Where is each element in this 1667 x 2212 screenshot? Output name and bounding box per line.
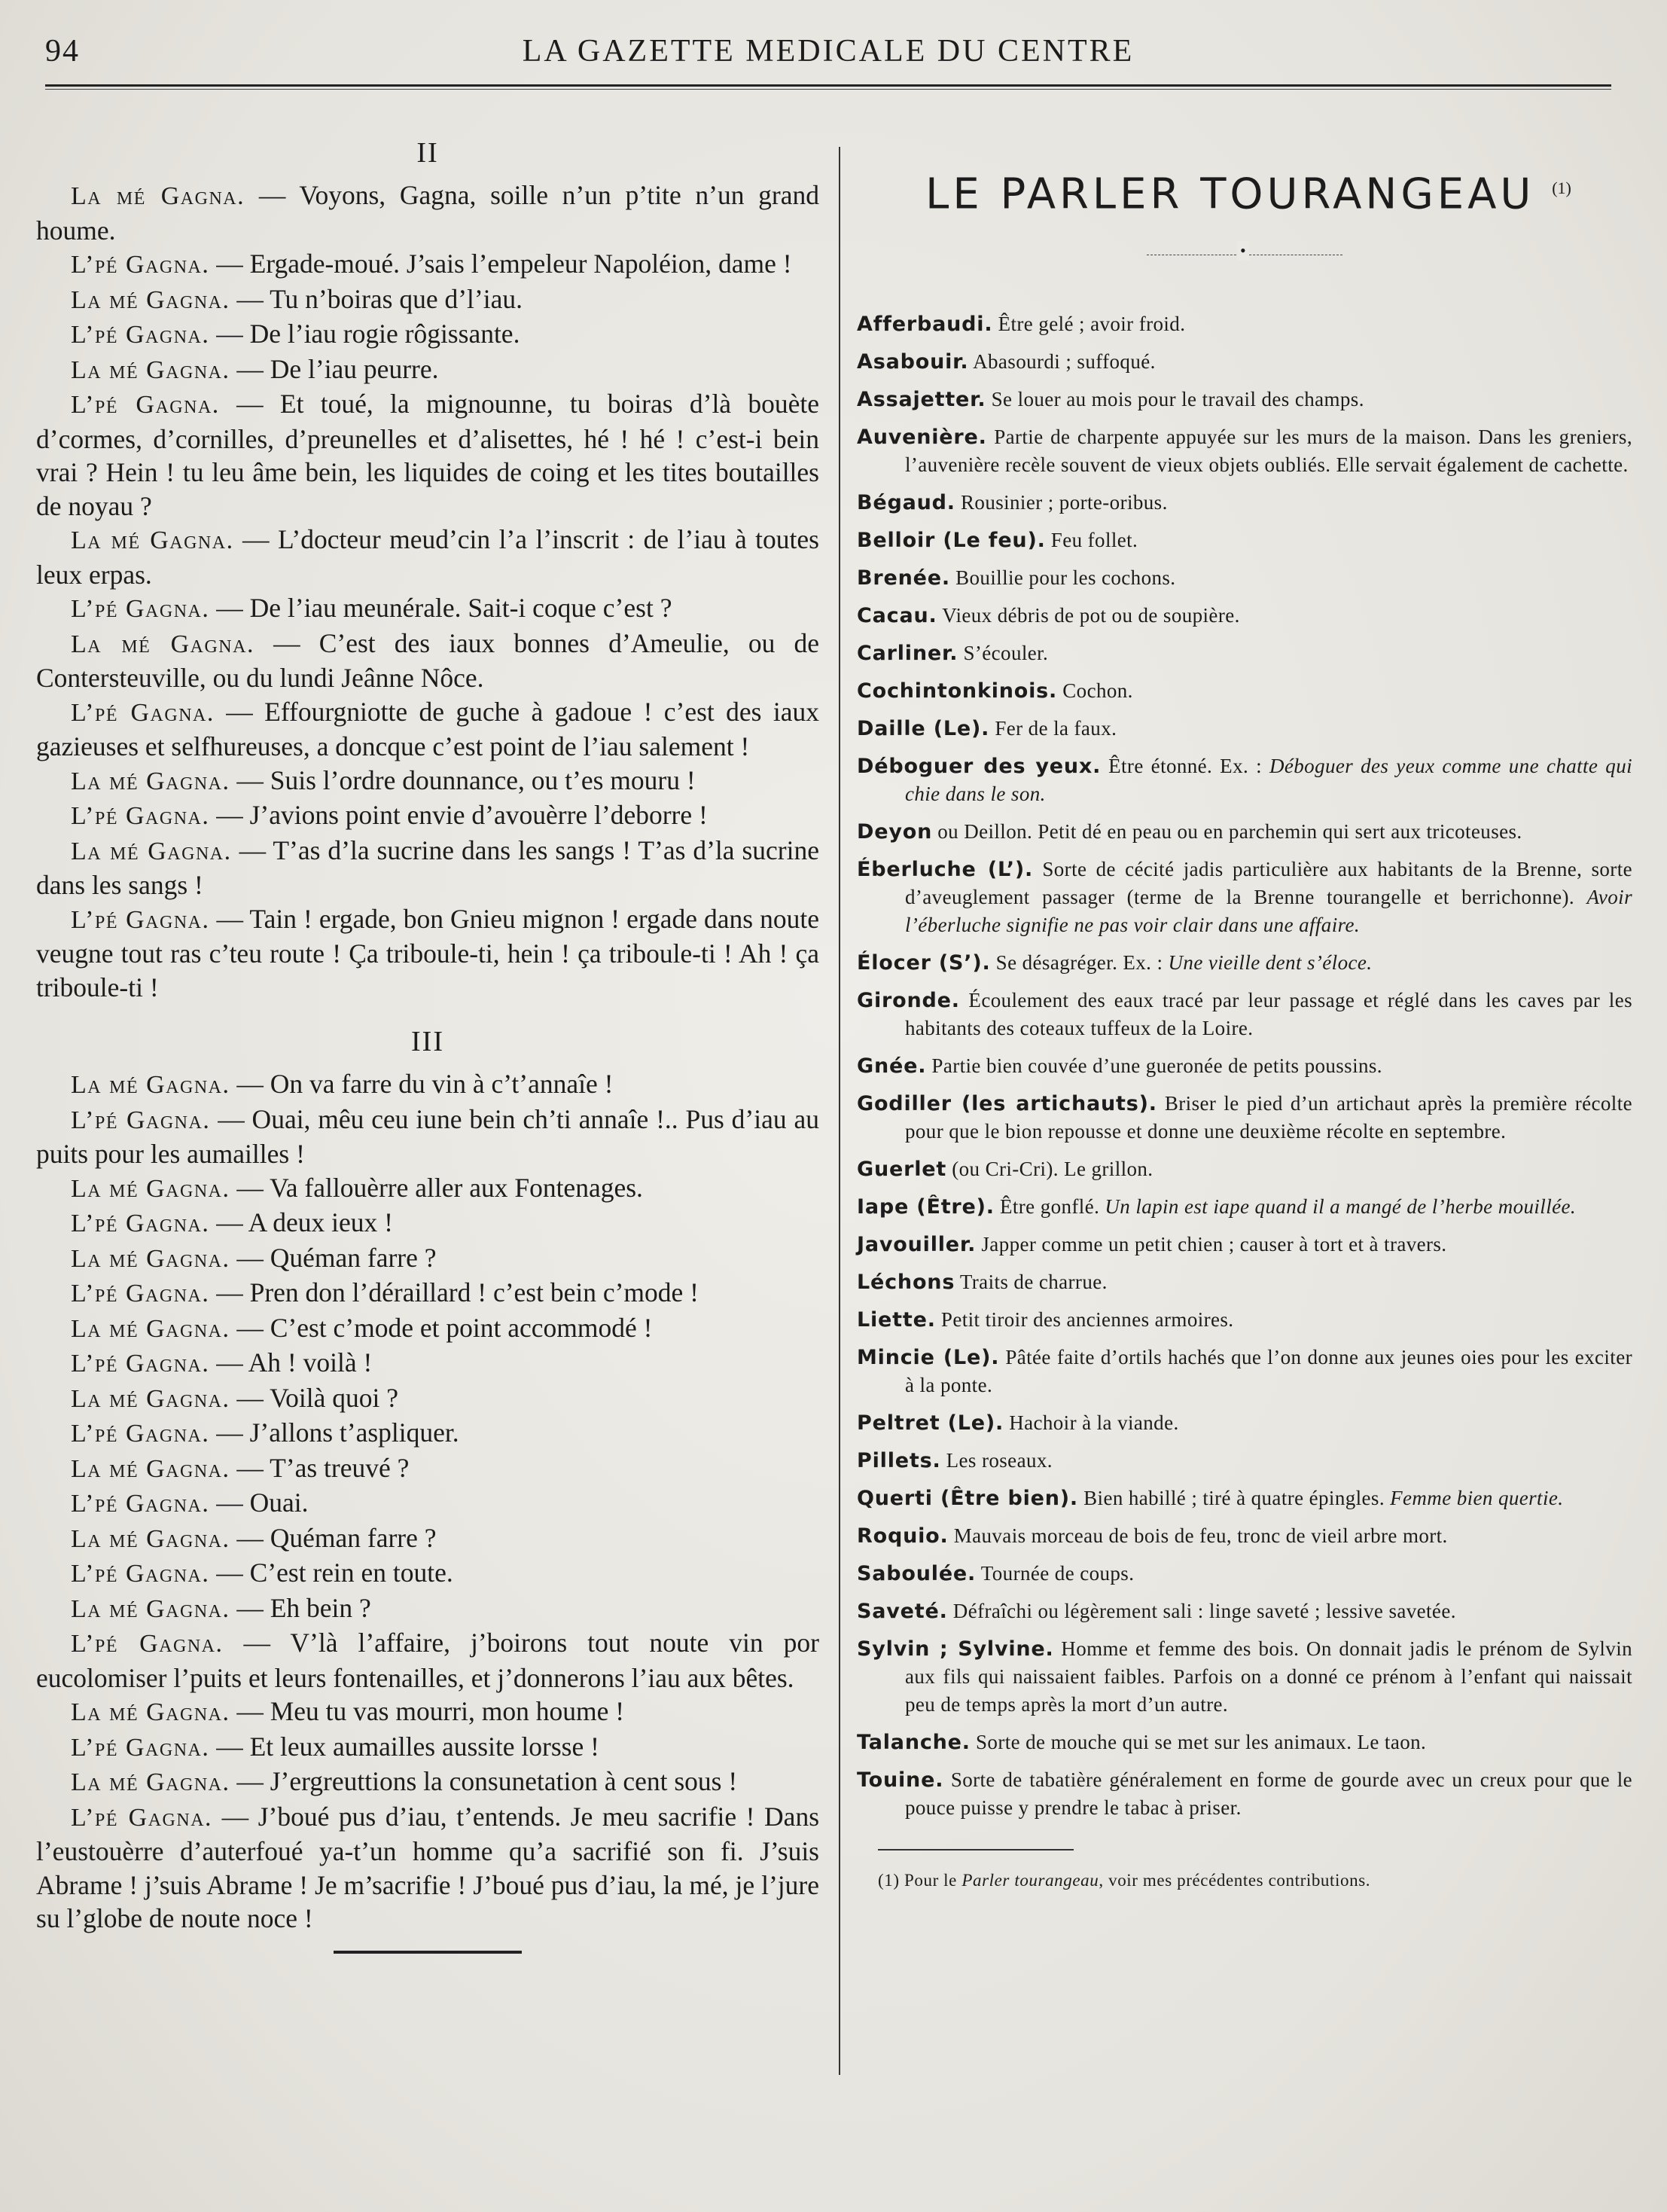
page-number: 94 [45, 34, 80, 69]
entry-definition: Être gonflé. [994, 1194, 1105, 1218]
speaker-name: La mé Gagna. [71, 1698, 230, 1726]
speaker-name: La mé Gagna. [71, 1314, 230, 1343]
spoken-text: — C’est des iaux bonnes d’Ameulie, ou de Contersteuville, ou du lundi Jeânne Nôce. [36, 627, 820, 693]
spoken-text: — T’as treuvé ? [230, 1452, 410, 1483]
glossary-column [857, 162, 1632, 1893]
dialogue-line [36, 1067, 819, 1103]
speaker-name: La mé Gagna. [71, 1768, 230, 1796]
dialogue-line [36, 1241, 819, 1277]
glossary-entry [857, 602, 1632, 630]
footnote-reference: (1) [1552, 178, 1571, 197]
glossary-entry [857, 423, 1632, 479]
spoken-text: — Tu n’boiras que d’l’iau. [230, 283, 523, 314]
glossary-entry [857, 1728, 1632, 1756]
entry-headword: Iape (Être). [857, 1194, 995, 1219]
spoken-text: — Tain ! ergade, bon Gnieu mignon ! ergade dans noute veugne tout ras c’teu route ! Ça triboule-ti, hein ! ça triboule-ti ! Ah ! ça triboule-ti ! [36, 903, 820, 1002]
glossary-entry [857, 715, 1632, 743]
dialogue-line [36, 352, 819, 388]
speaker-name: La mé Gagna. [71, 837, 232, 865]
speaker-name: L’pé Gagna. [71, 595, 210, 623]
footnote [878, 1869, 1632, 1893]
dialogue-line [36, 1451, 819, 1487]
entry-definition: Tournée de coups. [976, 1561, 1135, 1585]
entry-definition: Se louer au mois pour le travail des champs. [986, 387, 1364, 410]
dialogue-line [36, 1730, 819, 1765]
entry-definition: Pâtée faite d’ortils hachés que l’on donne aux jeunes oies pour les exciter à la ponte. [905, 1345, 1632, 1396]
speaker-name: La mé Gagna. [71, 1174, 230, 1203]
glossary-entry [857, 949, 1632, 977]
glossary-entry [857, 386, 1632, 413]
entry-definition: Défraîchi ou légèrement sali : linge saveté ; lessive savetée. [947, 1599, 1456, 1622]
entry-headword: Sylvin ; Sylvine. [857, 1637, 1054, 1661]
entry-definition: Les roseaux. [940, 1448, 1053, 1472]
spoken-text: — C’est c’mode et point accommodé ! [230, 1312, 653, 1343]
glossary-entry [857, 1090, 1632, 1146]
glossary-entry [857, 856, 1632, 939]
article-title [857, 162, 1632, 221]
glossary-entry [857, 1635, 1632, 1719]
entry-headword: Brenée. [857, 566, 950, 590]
glossary-entry [857, 564, 1632, 592]
speaker-name: L’pé Gagna. [71, 1560, 210, 1588]
entry-headword: Pillets. [857, 1448, 941, 1472]
glossary-entry [857, 1306, 1632, 1334]
entry-headword: Bégaud. [857, 490, 955, 514]
spoken-text: — Meu tu vas mourri, mon houme ! [230, 1696, 625, 1726]
glossary-entry [857, 752, 1632, 808]
dialogue-line [36, 1521, 819, 1557]
dialogue-line [36, 764, 819, 799]
dialogue-line [36, 1276, 819, 1311]
entry-headword: Godiller (les artichauts). [857, 1091, 1157, 1115]
speaker-name: L’pé Gagna. [71, 1733, 210, 1762]
spoken-text: — De l’iau meunérale. Sait-i coque c’est ? [209, 593, 672, 623]
entry-definition: (ou Cri-Cri). Le grillon. [946, 1157, 1153, 1180]
entry-definition: Sorte de tabatière généralement en forme de gourde avec un creux pour que le pouce puisse y prendre le tabac à priser. [905, 1768, 1632, 1819]
speaker-name: La mé Gagna. [71, 1244, 230, 1273]
entry-headword: Roquio. [857, 1524, 949, 1548]
glossary-entry [857, 310, 1632, 338]
glossary-list [857, 310, 1632, 1822]
dialogue-line [36, 798, 819, 834]
dialogue-line [36, 387, 819, 523]
glossary-entry [857, 526, 1632, 554]
page-header [45, 33, 1611, 78]
glossary-entry [857, 1597, 1632, 1625]
entry-headword: Deyon [857, 819, 933, 844]
speaker-name: L’pé Gagna. [71, 698, 215, 727]
dialogue-line [36, 1695, 819, 1730]
speaker-name: L’pé Gagna. [71, 321, 210, 349]
speaker-name: L’pé Gagna. [71, 1210, 210, 1237]
entry-headword: Cochintonkinois. [857, 679, 1058, 703]
dialogue-line [36, 834, 819, 902]
dialogue-line [36, 1486, 819, 1521]
entry-definition: Vieux débris de pot ou de soupière. [937, 603, 1240, 627]
dialogue-line [36, 1171, 819, 1207]
spoken-text: — De l’iau peurre. [230, 353, 439, 384]
entry-definition: Feu follet. [1045, 528, 1138, 551]
glossary-entry [857, 1268, 1632, 1296]
dialogue-column [36, 132, 819, 1954]
glossary-entry [857, 1522, 1632, 1550]
dialogue-line [36, 695, 819, 764]
dialogue-line [36, 178, 819, 247]
glossary-entry [857, 1409, 1632, 1437]
dialogue-line [36, 1206, 819, 1241]
speaker-name: La mé Gagna. [71, 526, 234, 554]
spoken-text: — Et leux aumailles aussite lorsse ! [209, 1731, 599, 1762]
entry-headword: Javouiller. [857, 1232, 977, 1256]
speaker-name: La mé Gagna. [71, 1594, 230, 1623]
spoken-text: — A deux ieux ! [209, 1207, 393, 1237]
dialogue-line [36, 1416, 819, 1451]
entry-example: Déboguer des yeux comme une chatte qui chie dans le son. [905, 754, 1632, 805]
spoken-text: — De l’iau rogie rôgissante. [209, 319, 520, 349]
spoken-text: — On va farre du vin à c’t’annaîe ! [230, 1069, 614, 1099]
entry-headword: Afferbaudi. [857, 312, 993, 336]
header-rule [45, 84, 1611, 90]
speaker-name: La mé Gagna. [71, 767, 230, 795]
entry-example: Un lapin est iape quand il a mangé de l’herbe mouillée. [1105, 1194, 1577, 1218]
entry-example: Une vieille dent s’éloce. [1168, 950, 1373, 974]
spoken-text: — Suis l’ordre dounnance, ou t’es mouru ! [230, 764, 696, 795]
speaker-name: L’pé Gagna. [71, 391, 220, 419]
dialogue-line [36, 1346, 819, 1381]
dialogue-line [36, 317, 819, 352]
section-numeral-ii: II [416, 137, 439, 169]
title-ornament [1147, 252, 1342, 259]
spoken-text: — Voyons, Gagna, soille n’un p’tite n’un grand houme. [36, 180, 820, 246]
section-iii-dialogue [36, 1067, 819, 1936]
speaker-name: L’pé Gagna. [71, 1490, 210, 1518]
spoken-text: — Va fallouèrre aller aux Fontenages. [230, 1172, 643, 1203]
entry-definition: Sorte de cécité jadis particulière aux habitants de la Brenne, sorte d’aveuglement passager (terme de la Brenne tourangelle et berrichonne). [905, 857, 1632, 908]
footnote-italic: Parler tourangeau [961, 1870, 1099, 1890]
spoken-text: — Ouai, mêu ceu iune bein ch’ti annaîe !.. Pus d’iau au puits pour les aumailles ! [36, 1103, 819, 1169]
entry-definition: Se désagréger. Ex. : [990, 950, 1169, 974]
speaker-name: La mé Gagna. [71, 630, 254, 658]
section-numeral-iii: III [411, 1026, 444, 1057]
dialogue-line [36, 1591, 819, 1627]
speaker-name: L’pé Gagna. [71, 251, 210, 279]
speaker-name: L’pé Gagna. [71, 905, 210, 934]
entry-headword: Saboulée. [857, 1561, 977, 1585]
speaker-name: L’pé Gagna. [71, 1350, 210, 1378]
spoken-text: — V’là l’affaire, j’boirons tout noute vin por eucolomiser l’puits et leurs fontenailles, et j’donnerons l’iau aux bêtes. [36, 1628, 820, 1693]
entry-headword: Talanche. [857, 1730, 971, 1754]
glossary-entry [857, 987, 1632, 1042]
speaker-name: L’pé Gagna. [71, 1420, 210, 1448]
glossary-entry [857, 348, 1632, 376]
entry-definition: Homme et femme des bois. On donnait jadis le prénom de Sylvin aux fils qui naissaient faibles. Parfois on a donné ce prénom à l’enfant qui naissait peu de temps après la mort d’un autre. [905, 1637, 1632, 1716]
entry-definition: Partie bien couvée d’une gueronée de petits poussins. [926, 1054, 1382, 1077]
speaker-name: La mé Gagna. [71, 182, 245, 210]
spoken-text: — J’avions point envie d’avouèrre l’deborre ! [209, 800, 708, 830]
dialogue-line [36, 1626, 819, 1695]
speaker-name: L’pé Gagna. [71, 1280, 210, 1307]
speaker-name: L’pé Gagna. [71, 1106, 211, 1134]
entry-definition: Être gelé ; avoir froid. [992, 312, 1186, 335]
spoken-text: — C’est rein en toute. [209, 1558, 453, 1588]
entry-headword: Saveté. [857, 1599, 948, 1623]
spoken-text: — Quéman farre ? [230, 1242, 437, 1273]
article-title-text: LE PARLER TOURANGEAU [925, 169, 1535, 219]
spoken-text: — J’ergreuttions la consunetation à cent sous ! [230, 1766, 738, 1796]
entry-headword: Belloir (Le feu). [857, 528, 1046, 552]
entry-definition: ou Deillon. Petit dé en peau ou en parchemin qui sert aux tricoteuses. [932, 819, 1522, 843]
entry-definition: Mauvais morceau de bois de feu, tronc de vieil arbre mort. [948, 1524, 1448, 1547]
spoken-text: — Eh bein ? [230, 1592, 371, 1623]
entry-headword: Élocer (S’). [857, 950, 991, 975]
speaker-name: L’pé Gagna. [71, 1803, 213, 1832]
spoken-text: — Ah ! voilà ! [209, 1347, 373, 1378]
speaker-name: La mé Gagna. [71, 285, 230, 314]
entry-definition: Briser le pied d’un artichaut après la première récolte pour que le bion repousse et donne une deuxième récolte en septembre. [905, 1091, 1632, 1143]
entry-example: Femme bien quertie. [1390, 1486, 1564, 1509]
glossary-entry [857, 1231, 1632, 1259]
dialogue-line [36, 1556, 819, 1591]
entry-headword: Éberluche (L’). [857, 857, 1034, 881]
dialogue-line [36, 1800, 819, 1936]
entry-headword: Assajetter. [857, 387, 986, 411]
speaker-name: La mé Gagna. [71, 1384, 230, 1413]
dialogue-line [36, 523, 819, 591]
footnote-rule [878, 1849, 1074, 1850]
glossary-entry [857, 677, 1632, 705]
entry-definition: Rousinier ; porte-oribus. [955, 490, 1168, 514]
spoken-text: — Ergade-moué. J’sais l’empeleur Napoléion, dame ! [209, 249, 792, 279]
entry-definition: Partie de charpente appuyée sur les murs de la maison. Dans les greniers, l’auvenière recèle souvent de vieux objets oubliés. Elle servait également de cachette. [905, 425, 1632, 476]
speaker-name: La mé Gagna. [71, 1454, 230, 1483]
entry-definition: Bien habillé ; tiré à quatre épingles. [1078, 1486, 1391, 1509]
entry-headword: Gnée. [857, 1054, 927, 1078]
dialogue-line [36, 1381, 819, 1417]
entry-headword: Carliner. [857, 641, 958, 665]
entry-definition: S’écouler. [958, 641, 1049, 664]
glossary-entry [857, 639, 1632, 667]
spoken-text: — J’allons t’aspliquer. [209, 1417, 459, 1448]
entry-definition: Cochon. [1057, 679, 1133, 702]
speaker-name: L’pé Gagna. [71, 802, 210, 830]
spoken-text: — Effourgniotte de guche à gadoue ! c’est des iaux gazieuses et selfhureuses, a doncque c’est point de l’iau salement ! [36, 696, 820, 761]
entry-headword: Cacau. [857, 603, 937, 627]
speaker-name: La mé Gagna. [71, 1071, 230, 1099]
entry-headword: Liette. [857, 1307, 936, 1332]
spoken-text: — Et toué, la mignounne, tu boiras d’là bouète d’cormes, d’cornilles, d’preunelles et d’alisettes, hé ! hé ! c’est-i bein vrai ? Hein ! tu leu âme bein, les liquides de coing et les tites boutailles de noyau ? [36, 389, 819, 521]
glossary-entry [857, 1560, 1632, 1588]
running-title: LA GAZETTE MEDICALE DU CENTRE [522, 34, 1135, 69]
dialogue-line [36, 627, 819, 695]
dialogue-line [36, 247, 819, 282]
entry-definition: Écoulement des eaux tracé par leur passage et réglé dans les caves par les habitants des coteaux tuffeux de la Loire. [905, 988, 1632, 1039]
entry-headword: Touine. [857, 1768, 944, 1792]
entry-definition: Sorte de mouche qui se met sur les animaux. Le taon. [970, 1730, 1427, 1753]
glossary-entry [857, 1155, 1632, 1183]
entry-headword: Déboguer des yeux. [857, 754, 1102, 778]
dialogue-line [36, 902, 819, 1005]
glossary-entry [857, 1193, 1632, 1221]
speaker-name: La mé Gagna. [71, 1524, 230, 1553]
spoken-text: — Ouai. [209, 1487, 309, 1518]
spoken-text: — Voilà quoi ? [230, 1382, 399, 1413]
dialogue-line [36, 282, 819, 318]
section-ii-dialogue [36, 178, 819, 1004]
glossary-entry [857, 1052, 1632, 1080]
glossary-entry [857, 1484, 1632, 1512]
entry-headword: Asabouir. [857, 349, 969, 374]
entry-headword: Auvenière. [857, 425, 987, 449]
glossary-entry [857, 1447, 1632, 1475]
dialogue-line [36, 1311, 819, 1347]
footnote-text: Pour le [899, 1870, 962, 1890]
glossary-entry [857, 1344, 1632, 1399]
spoken-text: — T’as d’la sucrine dans les sangs ! T’as d’la sucrine dans les sangs ! [36, 834, 820, 900]
entry-example: Avoir l’éberluche signifie ne pas voir clair dans une affaire. [905, 885, 1632, 936]
entry-headword: Mincie (Le). [857, 1345, 1000, 1369]
glossary-entry [857, 818, 1632, 846]
entry-headword: Gironde. [857, 988, 960, 1012]
dialogue-line [36, 1765, 819, 1800]
entry-headword: Querti (Être bien). [857, 1486, 1078, 1510]
speaker-name: La mé Gagna. [71, 355, 230, 384]
entry-definition: Bouillie pour les cochons. [949, 566, 1176, 589]
end-rule [334, 1951, 522, 1954]
dialogue-line [36, 1103, 819, 1171]
entry-definition: Être étonné. Ex. : [1101, 754, 1269, 777]
spoken-text: — J’boué pus d’iau, t’entends. Je meu sacrifie ! Dans l’eustouèrre d’auterfoué ya-t’un homme qu’a sacrifié son fi. J’suis Abrame ! j’suis Abrame ! Je m’sacrifie ! J’boué pus d’iau, la mé, je l’jure su l’globe de noute noce ! [36, 1801, 820, 1933]
entry-headword: Peltret (Le). [857, 1411, 1004, 1435]
entry-headword: Daille (Le). [857, 716, 990, 740]
footnote-mark: (1) [878, 1870, 900, 1890]
entry-definition: Japper comme un petit chien ; causer à tort et à travers. [976, 1232, 1447, 1256]
speaker-name: L’pé Gagna. [71, 1630, 224, 1658]
spoken-text: — Quéman farre ? [230, 1522, 437, 1553]
footnote-tail: , voir mes précédentes contributions. [1099, 1870, 1371, 1890]
entry-definition: Traits de charrue. [955, 1270, 1108, 1293]
dialogue-line [36, 591, 819, 627]
glossary-entry [857, 489, 1632, 517]
glossary-entry [857, 1766, 1632, 1822]
entry-headword: Léchons [857, 1270, 955, 1294]
entry-definition: Petit tiroir des anciennes armoires. [935, 1307, 1234, 1331]
column-divider [839, 147, 840, 2075]
entry-definition: Hachoir à la viande. [1004, 1411, 1179, 1434]
entry-headword: Guerlet [857, 1157, 947, 1181]
entry-definition: Abasourdi ; suffoqué. [968, 349, 1156, 373]
spoken-text: — L’docteur meud’cin l’a l’inscrit : de l’iau à toutes leux erpas. [36, 524, 819, 590]
spoken-text: — Pren don l’déraillard ! c’est bein c’mode ! [209, 1277, 699, 1307]
entry-definition: Fer de la faux. [989, 716, 1117, 740]
